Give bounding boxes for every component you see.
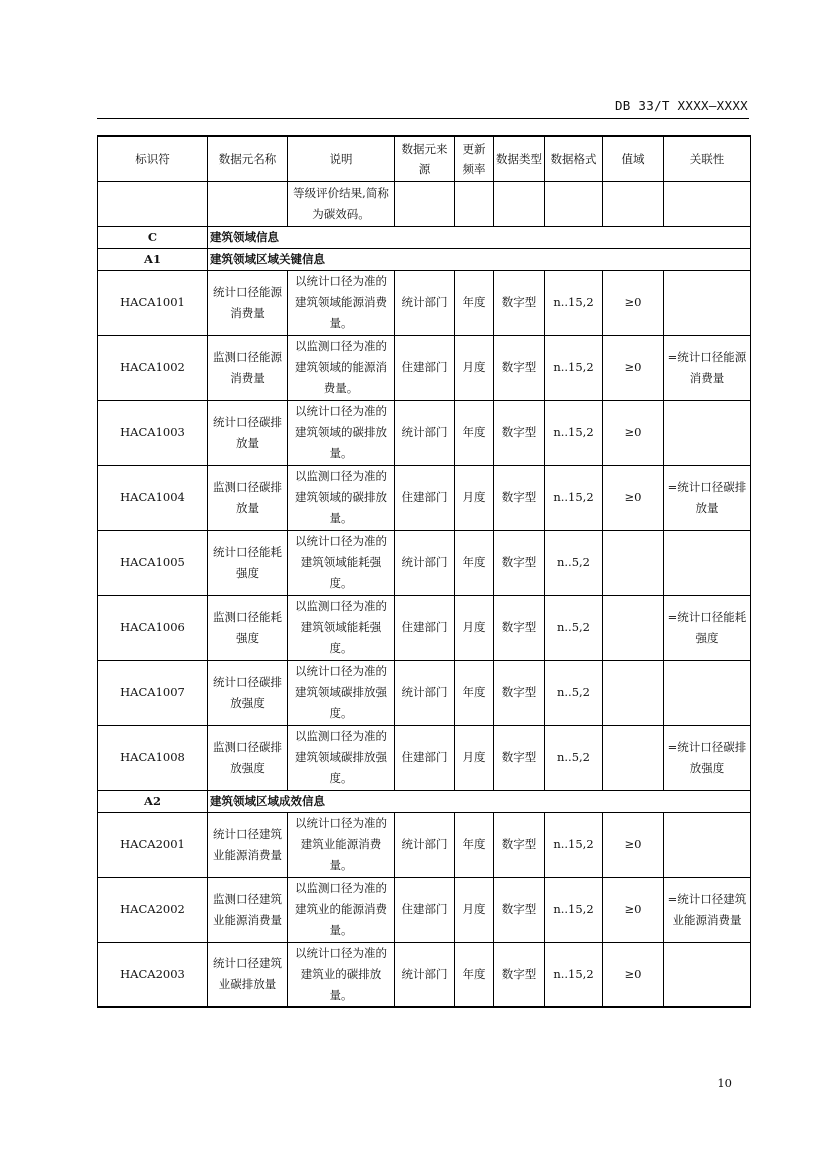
description-cell: 以监测口径为准的建筑业的能源消费量。 (288, 877, 395, 942)
source-cell: 统计部门 (395, 400, 455, 465)
header-rule (97, 118, 749, 119)
range-cell (603, 530, 664, 595)
continued-source-cell (395, 181, 455, 226)
identifier-cell: HACA1007 (98, 660, 208, 725)
element-name-cell: 监测口径碳排放量 (208, 465, 288, 530)
element-name-cell: 监测口径能源消费量 (208, 335, 288, 400)
range-cell: ≥0 (603, 270, 664, 335)
identifier-cell: HACA1005 (98, 530, 208, 595)
data-type-cell: 数字型 (494, 465, 545, 530)
format-cell: n..15,2 (545, 335, 603, 400)
table-row (98, 465, 751, 530)
range-cell: ≥0 (603, 335, 664, 400)
data-type-cell: 数字型 (494, 270, 545, 335)
table-row (98, 812, 751, 877)
document-code: DB 33/T XXXX—XXXX (614, 98, 748, 113)
data-type-cell: 数字型 (494, 812, 545, 877)
table-row (98, 942, 751, 1007)
format-cell: n..15,2 (545, 942, 603, 1007)
continued-row (98, 181, 751, 226)
continued-type-cell (494, 181, 545, 226)
frequency-cell: 年度 (455, 812, 494, 877)
format-cell: n..15,2 (545, 270, 603, 335)
frequency-cell: 月度 (455, 335, 494, 400)
relation-cell: =统计口径能源消费量 (664, 335, 751, 400)
frequency-cell: 月度 (455, 877, 494, 942)
description-cell: 以统计口径为准的建筑领域碳排放强度。 (288, 660, 395, 725)
column-header-name: 数据元名称 (208, 136, 288, 181)
column-header-source: 数据元来源 (395, 136, 455, 181)
source-cell: 统计部门 (395, 270, 455, 335)
continued-relation-cell (664, 181, 751, 226)
relation-cell (664, 812, 751, 877)
relation-cell (664, 660, 751, 725)
table-row (98, 595, 751, 660)
column-header-desc: 说明 (288, 136, 395, 181)
data-type-cell: 数字型 (494, 530, 545, 595)
source-cell: 统计部门 (395, 812, 455, 877)
table-row (98, 877, 751, 942)
data-type-cell: 数字型 (494, 400, 545, 465)
continued-id-cell (98, 181, 208, 226)
section-row-a1 (98, 248, 751, 270)
element-name-cell: 统计口径能耗强度 (208, 530, 288, 595)
range-cell (603, 660, 664, 725)
identifier-cell: HACA1006 (98, 595, 208, 660)
frequency-cell: 年度 (455, 270, 494, 335)
source-cell: 住建部门 (395, 335, 455, 400)
table-row (98, 725, 751, 790)
range-cell: ≥0 (603, 877, 664, 942)
range-cell: ≥0 (603, 465, 664, 530)
relation-cell (664, 530, 751, 595)
element-name-cell: 监测口径能耗强度 (208, 595, 288, 660)
description-cell: 以监测口径为准的建筑领域能耗强度。 (288, 595, 395, 660)
range-cell: ≥0 (603, 812, 664, 877)
column-header-relation: 关联性 (664, 136, 751, 181)
data-element-table (97, 135, 751, 1008)
element-name-cell: 统计口径碳排放强度 (208, 660, 288, 725)
format-cell: n..5,2 (545, 660, 603, 725)
relation-cell (664, 400, 751, 465)
data-type-cell: 数字型 (494, 725, 545, 790)
identifier-cell: HACA2003 (98, 942, 208, 1007)
table-row (98, 660, 751, 725)
column-header-type: 数据类型 (494, 136, 545, 181)
format-cell: n..15,2 (545, 812, 603, 877)
continued-range-cell (603, 181, 664, 226)
description-cell: 以统计口径为准的建筑业能源消费量。 (288, 812, 395, 877)
relation-cell (664, 270, 751, 335)
section-code: C (98, 226, 208, 248)
range-cell: ≥0 (603, 400, 664, 465)
table-row (98, 530, 751, 595)
identifier-cell: HACA2002 (98, 877, 208, 942)
source-cell: 住建部门 (395, 877, 455, 942)
column-header-frequency: 更新频率 (455, 136, 494, 181)
identifier-cell: HACA2001 (98, 812, 208, 877)
source-cell: 统计部门 (395, 660, 455, 725)
relation-cell (664, 942, 751, 1007)
page-number: 10 (717, 1076, 732, 1090)
section-title: 建筑领域信息 (208, 226, 751, 248)
relation-cell: =统计口径碳排放强度 (664, 725, 751, 790)
column-header-range: 值域 (603, 136, 664, 181)
column-header-format: 数据格式 (545, 136, 603, 181)
section-row-c (98, 226, 751, 248)
identifier-cell: HACA1008 (98, 725, 208, 790)
data-type-cell: 数字型 (494, 660, 545, 725)
frequency-cell: 年度 (455, 400, 494, 465)
frequency-cell: 月度 (455, 595, 494, 660)
element-name-cell: 统计口径能源消费量 (208, 270, 288, 335)
element-name-cell: 统计口径碳排放量 (208, 400, 288, 465)
description-cell: 以统计口径为准的建筑领域的碳排放量。 (288, 400, 395, 465)
description-cell: 以统计口径为准的建筑领域能源消费量。 (288, 270, 395, 335)
data-type-cell: 数字型 (494, 942, 545, 1007)
format-cell: n..15,2 (545, 400, 603, 465)
section-row-a2 (98, 790, 751, 812)
section-title: 建筑领域区域关键信息 (208, 248, 751, 270)
element-name-cell: 监测口径建筑业能源消费量 (208, 877, 288, 942)
section-title: 建筑领域区域成效信息 (208, 790, 751, 812)
continued-format-cell (545, 181, 603, 226)
element-name-cell: 监测口径碳排放强度 (208, 725, 288, 790)
data-type-cell: 数字型 (494, 877, 545, 942)
range-cell (603, 725, 664, 790)
table-header-row (98, 136, 751, 181)
identifier-cell: HACA1003 (98, 400, 208, 465)
format-cell: n..5,2 (545, 725, 603, 790)
source-cell: 统计部门 (395, 942, 455, 1007)
continued-name-cell (208, 181, 288, 226)
range-cell (603, 595, 664, 660)
format-cell: n..15,2 (545, 877, 603, 942)
continued-desc-cell: 等级评价结果,简称为碳效码。 (288, 181, 395, 226)
frequency-cell: 月度 (455, 465, 494, 530)
identifier-cell: HACA1004 (98, 465, 208, 530)
format-cell: n..5,2 (545, 595, 603, 660)
table-row (98, 335, 751, 400)
identifier-cell: HACA1001 (98, 270, 208, 335)
description-cell: 以统计口径为准的建筑业的碳排放量。 (288, 942, 395, 1007)
table-row (98, 270, 751, 335)
frequency-cell: 年度 (455, 660, 494, 725)
column-header-id: 标识符 (98, 136, 208, 181)
section-code: A1 (98, 248, 208, 270)
frequency-cell: 年度 (455, 530, 494, 595)
data-type-cell: 数字型 (494, 595, 545, 660)
element-name-cell: 统计口径建筑业能源消费量 (208, 812, 288, 877)
range-cell: ≥0 (603, 942, 664, 1007)
format-cell: n..15,2 (545, 465, 603, 530)
table-row (98, 400, 751, 465)
relation-cell: =统计口径能耗强度 (664, 595, 751, 660)
data-type-cell: 数字型 (494, 335, 545, 400)
format-cell: n..5,2 (545, 530, 603, 595)
frequency-cell: 月度 (455, 725, 494, 790)
section-code: A2 (98, 790, 208, 812)
continued-freq-cell (455, 181, 494, 226)
source-cell: 住建部门 (395, 595, 455, 660)
relation-cell: =统计口径建筑业能源消费量 (664, 877, 751, 942)
description-cell: 以监测口径为准的建筑领域的能源消费量。 (288, 335, 395, 400)
element-name-cell: 统计口径建筑业碳排放量 (208, 942, 288, 1007)
description-cell: 以统计口径为准的建筑领域能耗强度。 (288, 530, 395, 595)
frequency-cell: 年度 (455, 942, 494, 1007)
source-cell: 住建部门 (395, 465, 455, 530)
relation-cell: =统计口径碳排放量 (664, 465, 751, 530)
source-cell: 住建部门 (395, 725, 455, 790)
description-cell: 以监测口径为准的建筑领域碳排放强度。 (288, 725, 395, 790)
identifier-cell: HACA1002 (98, 335, 208, 400)
source-cell: 统计部门 (395, 530, 455, 595)
description-cell: 以监测口径为准的建筑领域的碳排放量。 (288, 465, 395, 530)
